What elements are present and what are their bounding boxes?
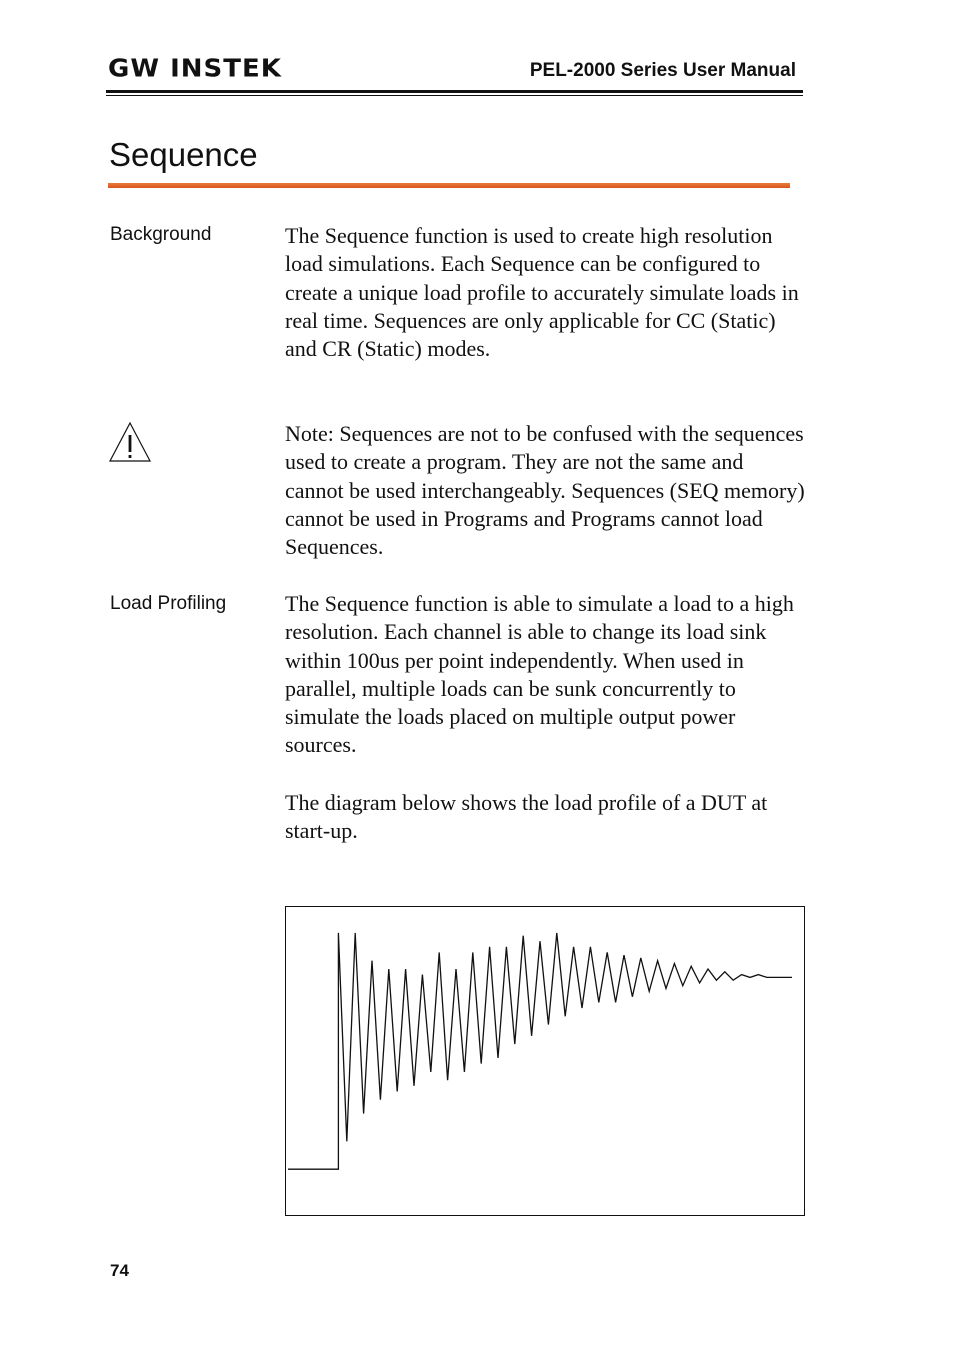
load-profile-plot bbox=[286, 907, 806, 1217]
section-title: Sequence bbox=[109, 136, 258, 173]
background-text: The Sequence function is used to create high resolution load simulations. Each Sequence can be configured to create a unique load profile to accurately simulate loads in real time. Sequences are only applicable for CC (Static) and CR (Static) modes. bbox=[285, 223, 799, 362]
page-number: 74 bbox=[110, 1261, 129, 1280]
load-profiling-text: The Sequence function is able to simulate a load to a high resolution. Each channel is able to change its load sink within 100us per point independently. When used in parallel, multiple loads can be sunk concurrently to simulate the loads placed on multiple output power sources. bbox=[285, 591, 794, 758]
warning-icon bbox=[108, 421, 152, 463]
load-profile-line bbox=[288, 933, 792, 1169]
background-label: Background bbox=[110, 224, 212, 245]
header-rule-thin bbox=[106, 95, 803, 96]
note-text: Note: Sequences are not to be confused with the sequences used to create a program. They are not the same and cannot be used interchangeably. Sequences (SEQ memory) cannot be used in Programs and Programs cannot load Sequences. bbox=[285, 421, 805, 560]
load-profiling-label: Load Profiling bbox=[110, 593, 227, 614]
header-rule bbox=[106, 90, 803, 93]
gw-instek-logo: GW INSTEK bbox=[108, 54, 282, 84]
section-title-rule bbox=[108, 183, 790, 188]
diagram-intro-text: The diagram below shows the load profile of a DUT at start-up. bbox=[285, 790, 768, 844]
manual-title: PEL-2000 Series User Manual bbox=[529, 60, 796, 81]
load-profile-chart bbox=[285, 906, 805, 1216]
